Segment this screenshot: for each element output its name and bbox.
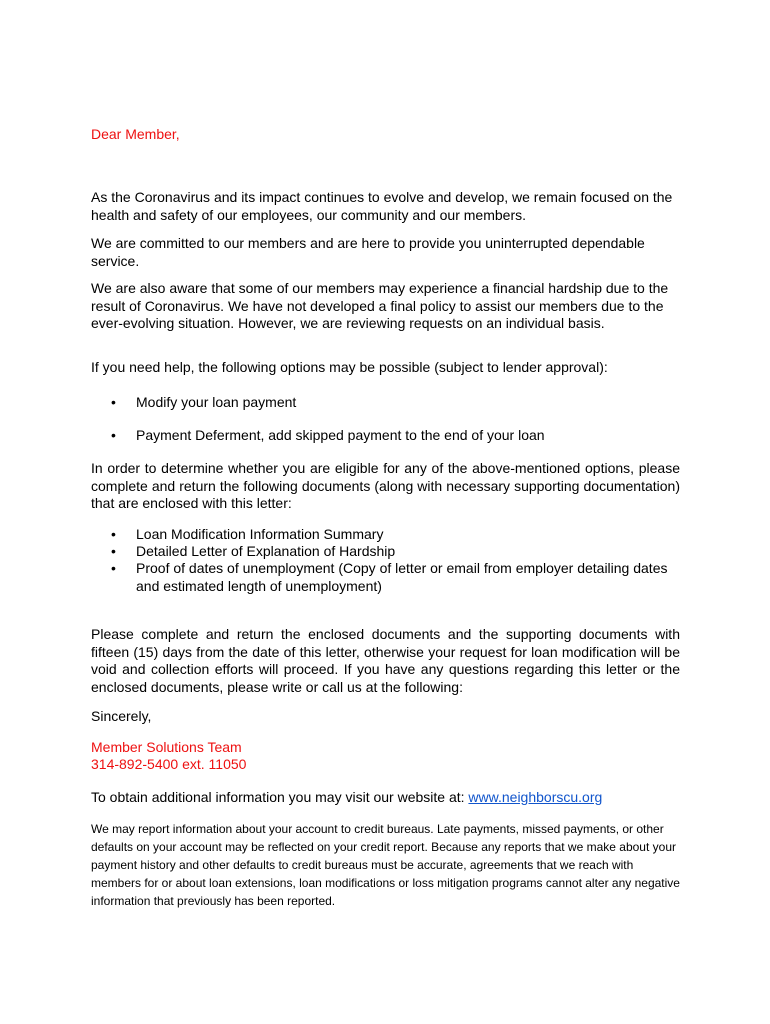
paragraph-commitment: We are committed to our members and are here to provide you uninterrupted dependable service. <box>91 235 645 269</box>
document-label: Proof of dates of unemployment (Copy of letter or email from employer detailing dates and estimated length of unemployment) <box>136 560 668 594</box>
paragraph-hardship: We are also aware that some of our members may experience a financial hardship due to the result of Coronavirus. We have not developed a final policy to assist our members due to the ever-evolving situation. However, we are reviewing requests on an individual basis. <box>91 280 669 331</box>
website-line <box>91 789 711 807</box>
options-intro: If you need help, the following options may be possible (subject to lender approval): <box>91 359 608 375</box>
bullet-icon: • <box>111 526 116 542</box>
bullet-icon: • <box>111 543 116 559</box>
website-text: To obtain additional information you may visit our website at: <box>91 789 469 805</box>
document-label: Detailed Letter of Explanation of Hardship <box>136 543 396 559</box>
bullet-icon: • <box>111 560 116 576</box>
bullet-icon: • <box>111 394 116 410</box>
closing: Sincerely, <box>91 708 152 724</box>
bullet-icon: • <box>111 427 116 443</box>
greeting: Dear Member, <box>91 126 180 142</box>
paragraph-eligibility: In order to determine whether you are eligible for any of the above-mentioned options, please complete and return the following documents (along with necessary supporting documentation) that are enclosed with this letter: <box>91 460 680 511</box>
signature-team: Member Solutions Team <box>91 739 242 755</box>
credit-bureau-disclaimer: We may report information about your account to credit bureaus. Late payments, missed payments, or other defaults on your account may be reflected on your credit report. Because any reports that we make about your payment history and other defaults to credit bureaus must be accurate, agreements that we reach with members for or about loan extensions, loan modifications or loss mitigation programs cannot alter any negative information that previously has been reported. <box>91 822 680 908</box>
signature-phone: 314-892-5400 ext. 11050 <box>91 756 247 772</box>
option-label: Payment Deferment, add skipped payment to the end of your loan <box>136 427 545 443</box>
option-label: Modify your loan payment <box>136 394 297 410</box>
paragraph-coronavirus-focus: As the Coronavirus and its impact continues to evolve and develop, we remain focused on the health and safety of our employees, our community and our members. <box>91 189 673 223</box>
paragraph-return-documents: Please complete and return the enclosed documents and the supporting documents with fifteen (15) days from the date of this letter, otherwise your request for loan modification will be void and collection efforts will proceed. If you have any questions regarding this letter or the enclosed documents, please write or call us at the following: <box>91 626 680 695</box>
document-label: Loan Modification Information Summary <box>136 526 384 542</box>
website-link[interactable]: www.neighborscu.org <box>468 789 603 805</box>
